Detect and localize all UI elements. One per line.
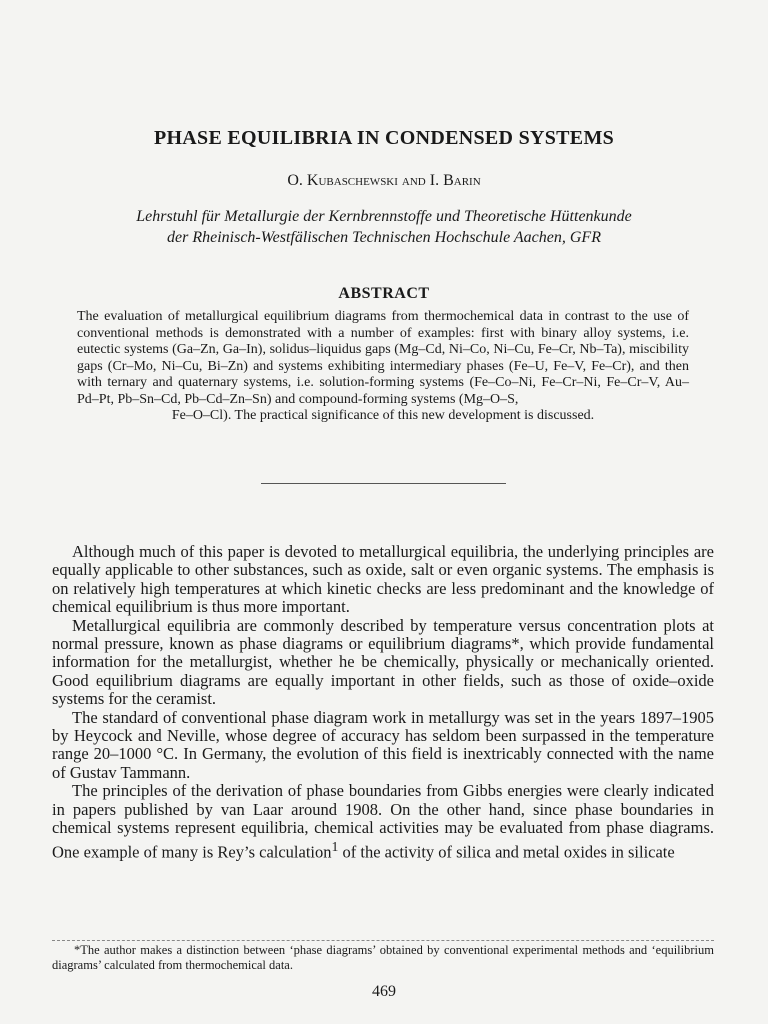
page-number: 469 [372, 983, 396, 1000]
body-text [52, 543, 714, 861]
paragraph-4 [52, 782, 714, 861]
affiliation [0, 206, 768, 248]
paragraph-3: The standard of conventional phase diagram work in metallurgy was set in the years 1897–1905 by Heycock and Neville, whose degree of accuracy has seldom been surpassed in the temperature range 20–1000 °C. In Germany, the evolution of this field is inextricably connected with the name of Gustav Tammann. [52, 707, 714, 782]
affiliation-line-2: der Rheinisch-Westfälischen Technischen Hochschule Aachen, GFR [167, 229, 601, 246]
author-line: O. Kubaschewski and I. Barin [287, 172, 481, 189]
footnote-divider [52, 940, 714, 941]
abstract-last-line: Fe–O–Cl). The practical significance of this new development is discussed. [171, 408, 595, 423]
paragraph-4-text: The principles of the derivation of phase boundaries from Gibbs energies were clearly indicated in papers published by van Laar around 1908. On the other hand, since phase boundaries in chemical systems represent equilibria, chemical activities may be evaluated from phase diagrams. One example of many is Rey’s calculation [52, 781, 714, 861]
footnote-reference: 1 [331, 838, 339, 854]
abstract-paragraph: The evaluation of metallurgical equilibrium diagrams from thermochemical data in contrast to the use of conventional methods is demonstrated with a number of examples: first with binary alloy systems, i.e. eutectic systems (Ga–Zn, Ga–In), solidus–liquidus gaps (Mg–Cd, Ni–Co, Ni–Cu, Fe–Cr, Nb–Ta), miscibility gaps (Cr–Mo, Ni–Cu, Bi–Zn) and systems exhibiting intermediary phases (Fe–U, Fe–V, Fe–Cr), and then with ternary and quaternary systems, i.e. solution-forming systems (Fe–Co–Ni, Fe–Cr–Ni, Fe–Cr–V, Au–Pd–Pt, Pb–Sn–Cd, Pb–Cd–Zn–Sn) and compound-forming systems (Mg–O–S, [77, 309, 689, 407]
section-divider [261, 483, 506, 484]
abstract-heading: ABSTRACT [338, 285, 430, 302]
affiliation-line-1: Lehrstuhl für Metallurgie der Kernbrennstoffe und Theoretische Hüttenkunde [136, 208, 632, 225]
paper-title: PHASE EQUILIBRIA IN CONDENSED SYSTEMS [153, 127, 615, 149]
footnote [52, 943, 714, 973]
paragraph-1: Although much of this paper is devoted to metallurgical equilibria, the underlying principles are equally applicable to other substances, such as oxide, salt or even organic systems. The emphasis is on relatively high temperatures at which kinetic checks are less predominant and the knowledge of chemical equilibrium is thus more important. [52, 542, 714, 617]
paragraph-2: Metallurgical equilibria are commonly described by temperature versus concentration plots at normal pressure, known as phase diagrams or equilibrium diagrams*, which provide fundamental information for the metallurgist, whether he be chemically, physically or mechanically oriented. Good equilibrium diagrams are equally important in other fields, such as those of oxide–oxide systems for the ceramist. [52, 615, 714, 709]
paragraph-4-tail: of the activity of silica and metal oxides in silicate [338, 842, 675, 861]
footnote-text: *The author makes a distinction between ‘phase diagrams’ obtained by conventional experimental methods and ‘equilibrium diagrams’ calculated from thermochemical data. [52, 943, 714, 972]
abstract-text [77, 309, 689, 425]
